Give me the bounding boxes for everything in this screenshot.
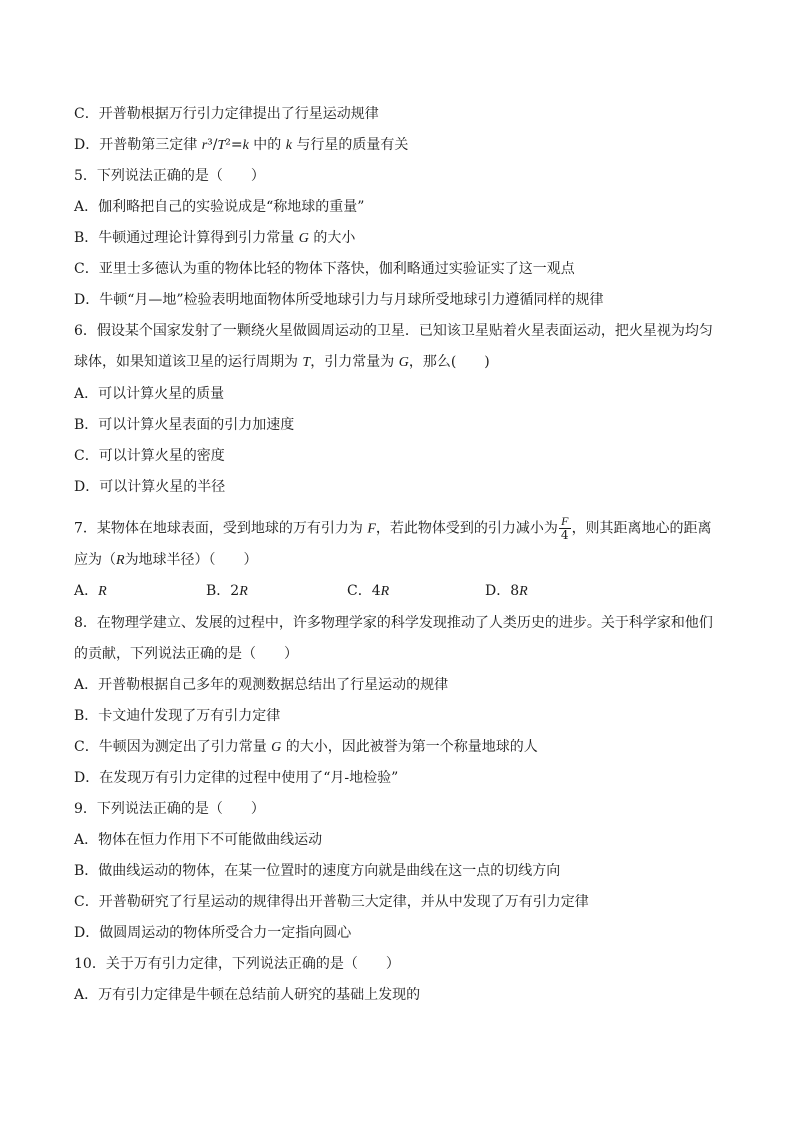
q6-option-b: B．可以计算火星表面的引力加速度: [74, 417, 295, 433]
q8-option-b: B．卡文迪什发现了万有引力定律: [74, 708, 281, 724]
q6-option-d: D．可以计算火星的半径: [74, 479, 226, 495]
q10-option-a: A．万有引力定律是牛顿在总结前人研究的基础上发现的: [74, 987, 421, 1003]
q4-option-c: C．开普勒根据万行引力定律提出了行星运动规律: [74, 106, 379, 122]
q8-stem-line2: 的贡献，下列说法正确的是（ ）: [74, 646, 298, 662]
q7-stem-line2: 应为（R为地球半径）（ ）: [74, 552, 258, 568]
q5-option-d: D．牛顿“月—地”检验表明地面物体所受地球引力与月球所受地球引力遵循同样的规律: [74, 292, 604, 308]
q6-stem-line2: 球体，如果知道该卫星的运行周期为 T，引力常量为 G，那么( ): [74, 354, 490, 370]
q9-option-b: B．做曲线运动的物体，在某一位置时的速度方向就是曲线在这一点的切线方向: [74, 863, 561, 879]
q8-option-d: D．在发现万有引力定律的过程中使用了“月-地检验”: [74, 770, 399, 786]
q9-option-a: A．物体在恒力作用下不可能做曲线运动: [74, 832, 323, 848]
q5-stem: 5．下列说法正确的是（ ）: [74, 168, 265, 184]
q6-option-c: C．可以计算火星的密度: [74, 448, 225, 464]
q9-option-d: D．做圆周运动的物体所受合力一定指向圆心: [74, 925, 352, 941]
q8-option-c: C．牛顿因为测定出了引力常量 G 的大小，因此被誉为第一个称量地球的人: [74, 739, 538, 755]
q5-option-c: C．亚里士多德认为重的物体比轻的物体下落快，伽利略通过实验证实了这一观点: [74, 261, 575, 277]
q5-option-a: A．伽利略把自己的实验说成是“称地球的重量”: [74, 199, 365, 215]
q7-option-d: D．8R: [485, 583, 528, 599]
q7-option-c: C．4R: [347, 583, 390, 599]
q8-option-a: A．开普勒根据自己多年的观测数据总结出了行星运动的规律: [74, 677, 449, 693]
q6-option-a: A．可以计算火星的质量: [74, 386, 225, 402]
q7-fraction: $\frac{F}{4}$: [560, 514, 569, 542]
q7-stem-line1: 7．某物体在地球表面，受到地球的万有引力为 F，若此物体受到的引力减小为 $\frac{F}{4}$ ，则其距离地心的距离: [74, 514, 712, 542]
q10-stem: 10．关于万有引力定律，下列说法正确的是（ ）: [74, 956, 400, 972]
q4-option-d: D．开普勒第三定律 r³/T²=k 中的 k 与行星的质量有关: [74, 137, 409, 153]
q7-option-b: B．2R: [206, 583, 248, 599]
q9-stem: 9．下列说法正确的是（ ）: [74, 801, 265, 817]
q5-option-b: B．牛顿通过理论计算得到引力常量 G 的大小: [74, 230, 356, 246]
q9-option-c: C．开普勒研究了行星运动的规律得出开普勒三大定律，并从中发现了万有引力定律: [74, 894, 589, 910]
q8-stem-line1: 8．在物理学建立、发展的过程中，许多物理学家的科学发现推动了人类历史的进步。关于科学家和他们: [74, 615, 713, 631]
q7-option-a: A．R: [74, 583, 107, 599]
q6-stem-line1: 6．假设某个国家发射了一颗绕火星做圆周运动的卫星．已知该卫星贴着火星表面运动，把火星视为均匀: [74, 323, 713, 339]
